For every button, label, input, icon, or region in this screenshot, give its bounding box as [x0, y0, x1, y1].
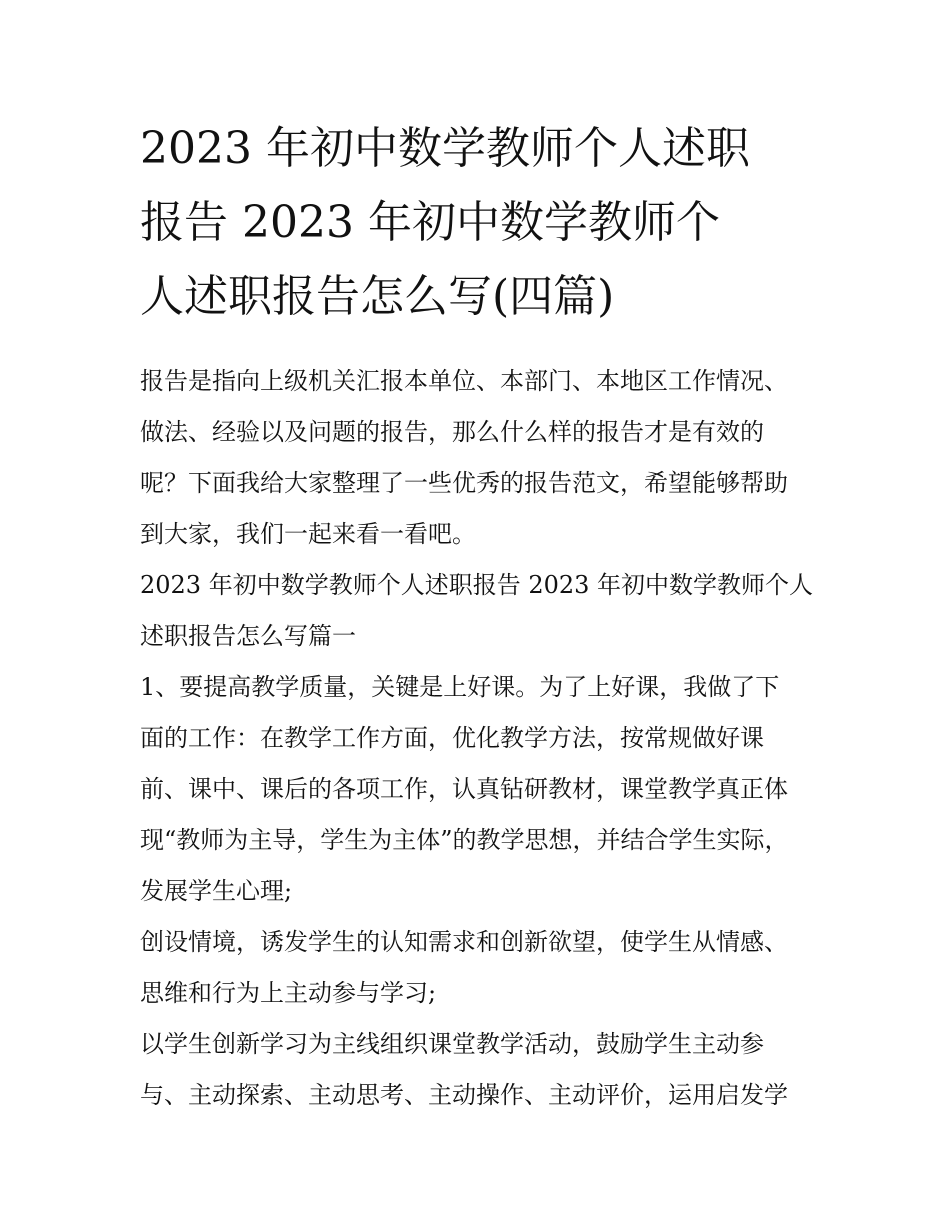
- title-line: 2023 年初中数学教师个人述职: [140, 123, 750, 174]
- body-line: 呢？下面我给大家整理了一些优秀的报告范文，希望能够帮助: [140, 469, 788, 497]
- title-line: 人述职报告怎么写(四篇): [140, 271, 615, 322]
- body-line: 前、课中、课后的各项工作，认真钻研教材，课堂教学真正体: [140, 775, 788, 803]
- body-line: 发展学生心理;: [140, 877, 293, 905]
- body-line: 创设情境，诱发学生的认知需求和创新欲望，使学生从情感、: [140, 928, 788, 956]
- body-line: 1、要提高教学质量，关键是上好课。为了上好课，我做了下: [140, 673, 780, 701]
- document-body: [140, 356, 830, 1121]
- body-line: 以学生创新学习为主线组织课堂教学活动，鼓励学生主动参: [140, 1030, 764, 1058]
- body-line: 现“教师为主导，学生为主体”的教学思想，并结合学生实际，: [140, 826, 789, 854]
- body-line: 面的工作：在教学工作方面，优化教学方法，按常规做好课: [140, 724, 764, 752]
- body-line: 报告是指向上级机关汇报本单位、本部门、本地区工作情况、: [140, 367, 788, 395]
- section-heading-line: 述职报告怎么写篇一: [140, 622, 356, 650]
- document-title: [140, 112, 820, 334]
- title-line: 报告 2023 年初中数学教师个: [140, 197, 720, 248]
- body-line: 到大家，我们一起来看一看吧。: [140, 520, 476, 548]
- section-heading-line: 2023 年初中数学教师个人述职报告 2023 年初中数学教师个人: [140, 571, 814, 599]
- body-line: 做法、经验以及问题的报告，那么什么样的报告才是有效的: [140, 418, 764, 446]
- body-line: 与、主动探索、主动思考、主动操作、主动评价，运用启发学: [140, 1081, 788, 1109]
- body-line: 思维和行为上主动参与学习;: [140, 979, 437, 1007]
